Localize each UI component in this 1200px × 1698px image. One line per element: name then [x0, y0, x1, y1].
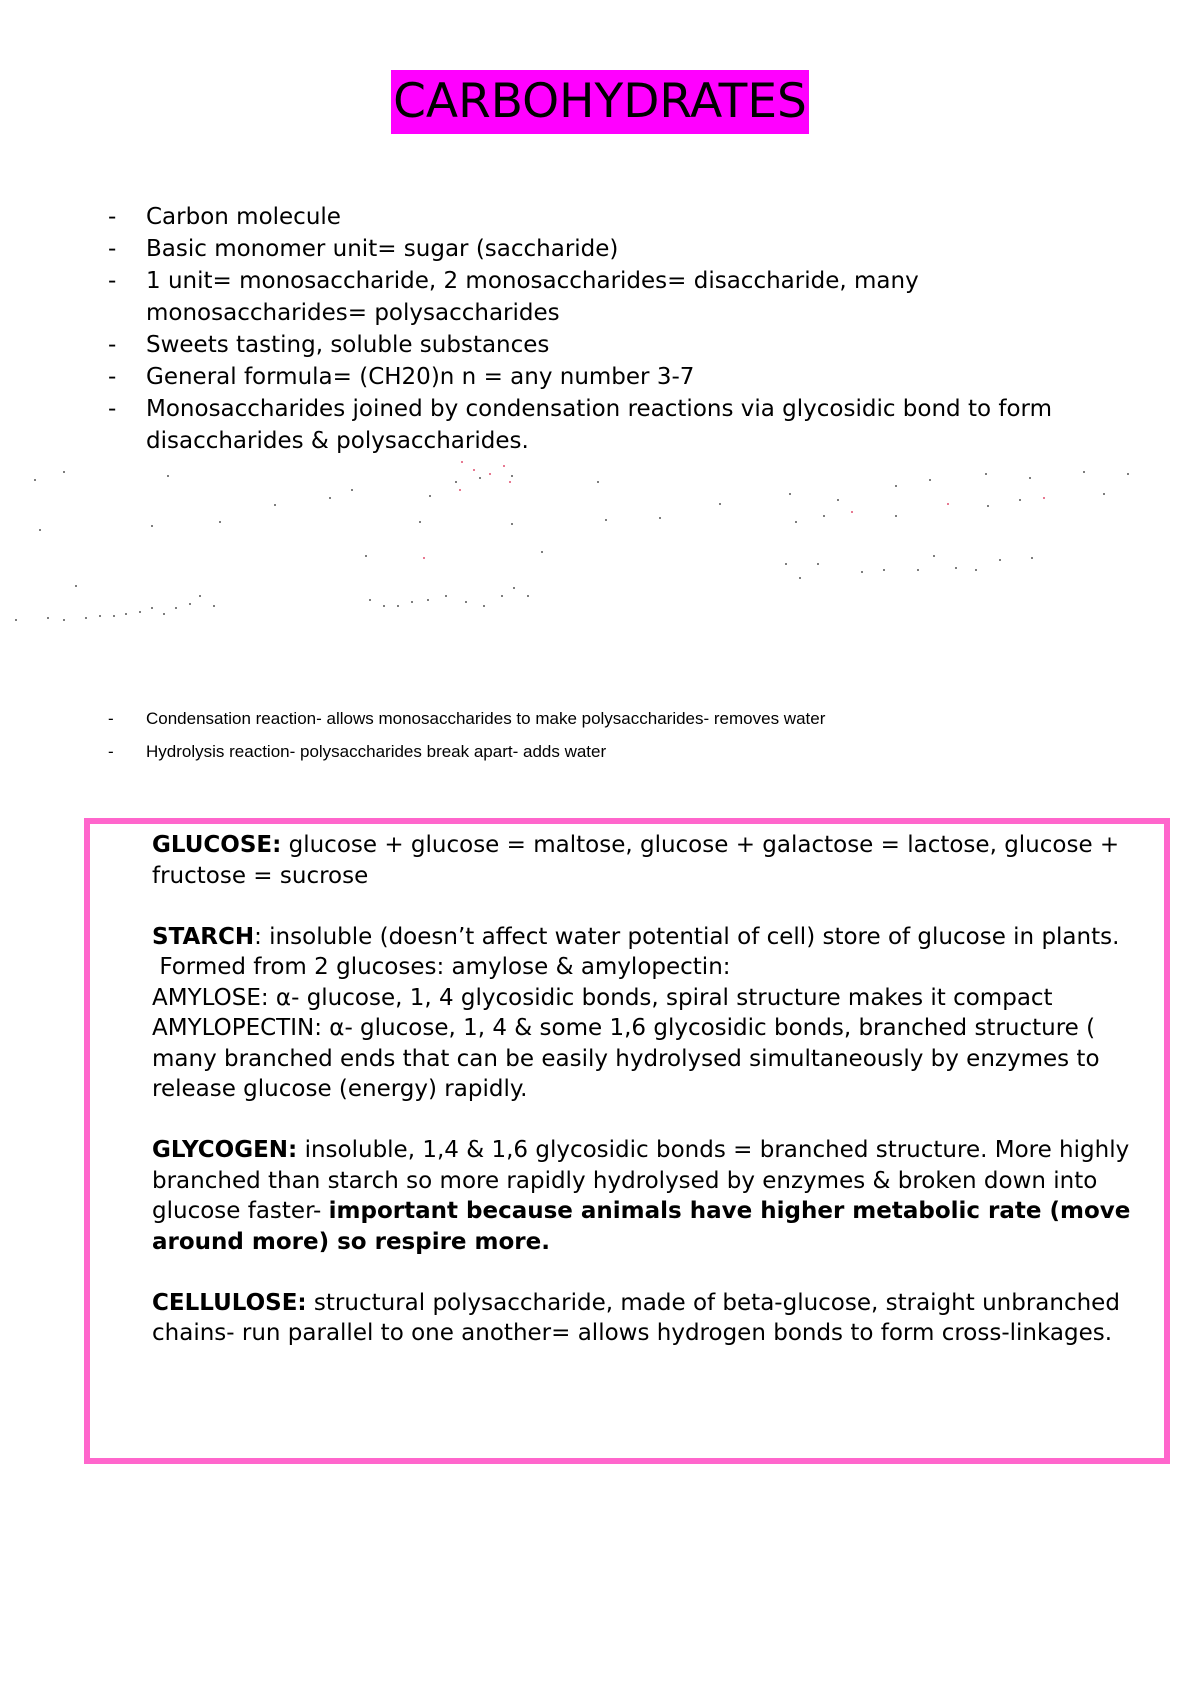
glycogen-text: insoluble, 1,4 & 1,6 glycosidic bonds = branched structure. More highly branched than starch so more rapidly hydrolysed by enzymes & broken down into glucose faster-: [152, 1137, 1130, 1224]
glucose-label: GLUCOSE:: [152, 832, 282, 858]
amylopectin-line: AMYLOPECTIN: α- glucose, 1, 4 & some 1,6 glycosidic bonds, branched structure ( many branched ends that can be easily hydrolysed simultaneously by enzymes to release glucose (energy) rapidly.: [152, 1015, 1100, 1102]
page-title: CARBOHYDRATES: [391, 70, 809, 134]
list-item: - Hydrolysis reaction- polysaccharides break apart- adds water: [108, 741, 1128, 763]
faded-diagram-remnant: [0, 460, 1200, 640]
box-content: [152, 830, 1162, 1349]
list-item: - Condensation reaction- allows monosaccharides to make polysaccharides- removes water: [108, 708, 1128, 730]
reaction-bullet-list: [108, 708, 1128, 774]
list-item: - Monosaccharides joined by condensation reactions via glycosidic bond to form disaccharides & polysaccharides.: [108, 393, 1128, 457]
cellulose-text: structural polysaccharide, made of beta-glucose, straight unbranched chains- run parallel to one another= allows hydrogen bonds to form cross-linkages.: [152, 1289, 1120, 1346]
glycogen-bold-text: important because animals have higher metabolic rate (move around more) so respire more.: [152, 1198, 1131, 1255]
starch-text: : insoluble (doesn’t affect water potential of cell) store of glucose in plants.: [254, 923, 1120, 950]
polysaccharide-summary-box: [84, 818, 1170, 1464]
cellulose-paragraph: [152, 1288, 1162, 1349]
glycogen-paragraph: [152, 1135, 1162, 1257]
list-item: - Carbon molecule: [108, 201, 1128, 233]
starch-paragraph: [152, 922, 1162, 953]
glucose-text: glucose + glucose = maltose, glucose + galactose = lactose, glucose + fructose = sucrose: [152, 832, 1120, 889]
starch-label: STARCH: [152, 923, 255, 950]
starch-formed: Formed from 2 glucoses: amylose & amylopectin:: [152, 954, 731, 980]
amylose-line: AMYLOSE: α- glucose, 1, 4 glycosidic bonds, spiral structure makes it compact: [152, 984, 1053, 1011]
intro-bullet-list: [108, 201, 1128, 457]
list-item: - Basic monomer unit= sugar (saccharide): [108, 233, 1128, 265]
list-item: - Sweets tasting, soluble substances: [108, 329, 1128, 361]
list-item: - 1 unit= monosaccharide, 2 monosaccharides= disaccharide, many monosaccharides= polysaccharides: [108, 265, 1128, 329]
list-item: - General formula= (CH20)n n = any number 3-7: [108, 361, 1128, 393]
cellulose-label: CELLULOSE:: [152, 1289, 307, 1316]
glucose-paragraph: [152, 830, 1162, 891]
glycogen-label: GLYCOGEN:: [152, 1137, 298, 1163]
title-wrap: [0, 70, 1200, 134]
